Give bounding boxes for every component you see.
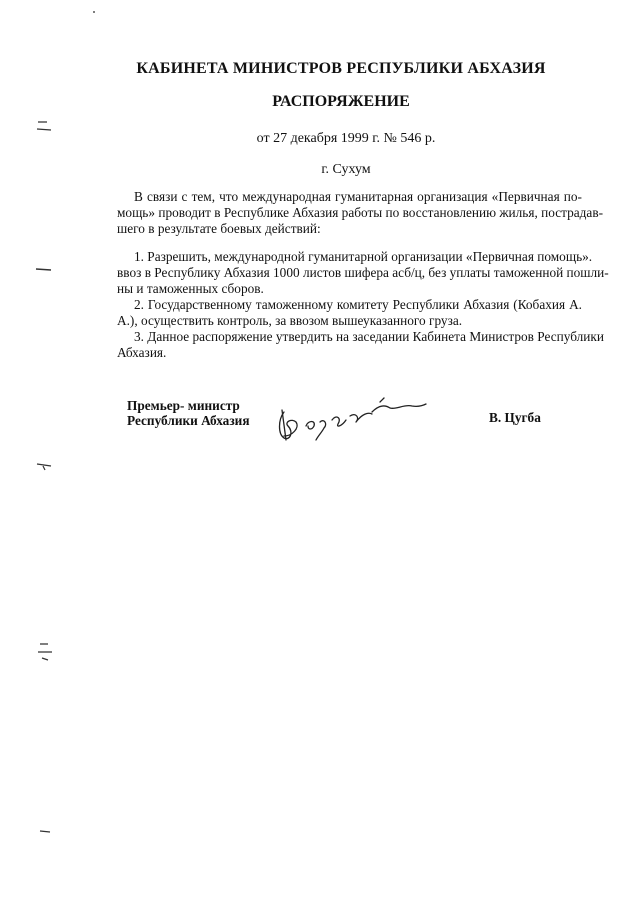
document-type: РАСПОРЯЖЕНИЕ bbox=[272, 93, 410, 110]
scan-mark-icon bbox=[36, 640, 56, 664]
item-3-line-2: Абхазия. bbox=[117, 345, 167, 360]
signatory-role-line-1: Премьер- министр bbox=[127, 398, 240, 413]
preamble-line-1: В связи с тем, что международная гуманитарная организация «Первичная по- bbox=[134, 189, 582, 204]
document-city: г. Сухум bbox=[321, 162, 371, 177]
preamble-line-3: шего в результате боевых действий: bbox=[117, 221, 321, 236]
item-2-line-2: А.), осуществить контроль, за ввозом вышеуказанного груза. bbox=[117, 313, 463, 328]
item-1-line-2: ввоз в Республику Абхазия 1000 листов шифера асб/ц, без уплаты таможенной пошли- bbox=[117, 265, 609, 280]
signatory-role-line-2: Республики Абхазия bbox=[127, 413, 250, 428]
scan-mark-icon bbox=[38, 826, 54, 836]
item-3-line-1: 3. Данное распоряжение утвердить на заседании Кабинета Министров Республики bbox=[134, 329, 604, 344]
scan-dot-icon bbox=[90, 8, 98, 16]
scan-mark-icon bbox=[35, 460, 55, 474]
item-1-line-3: ны и таможенных сборов. bbox=[117, 281, 264, 296]
signatory-name: В. Цугба bbox=[489, 410, 541, 425]
scan-mark-icon bbox=[34, 264, 54, 274]
document-date-number: от 27 декабря 1999 г. № 546 р. bbox=[256, 131, 436, 146]
issuing-authority: КАБИНЕТА МИНИСТРОВ РЕСПУБЛИКИ АБХАЗИЯ bbox=[136, 60, 546, 77]
scan-mark-icon bbox=[35, 118, 55, 134]
item-1-line-1: 1. Разрешить, международной гуманитарной организации «Первичная помощь». bbox=[134, 249, 593, 264]
preamble-line-2: мощь» проводит в Республике Абхазия работы по восстановлению жилья, пострадав- bbox=[117, 205, 604, 220]
handwritten-signature bbox=[272, 384, 432, 444]
item-2-line-1: 2. Государственному таможенному комитету Республики Абхазия (Кобахия А. bbox=[134, 297, 582, 312]
